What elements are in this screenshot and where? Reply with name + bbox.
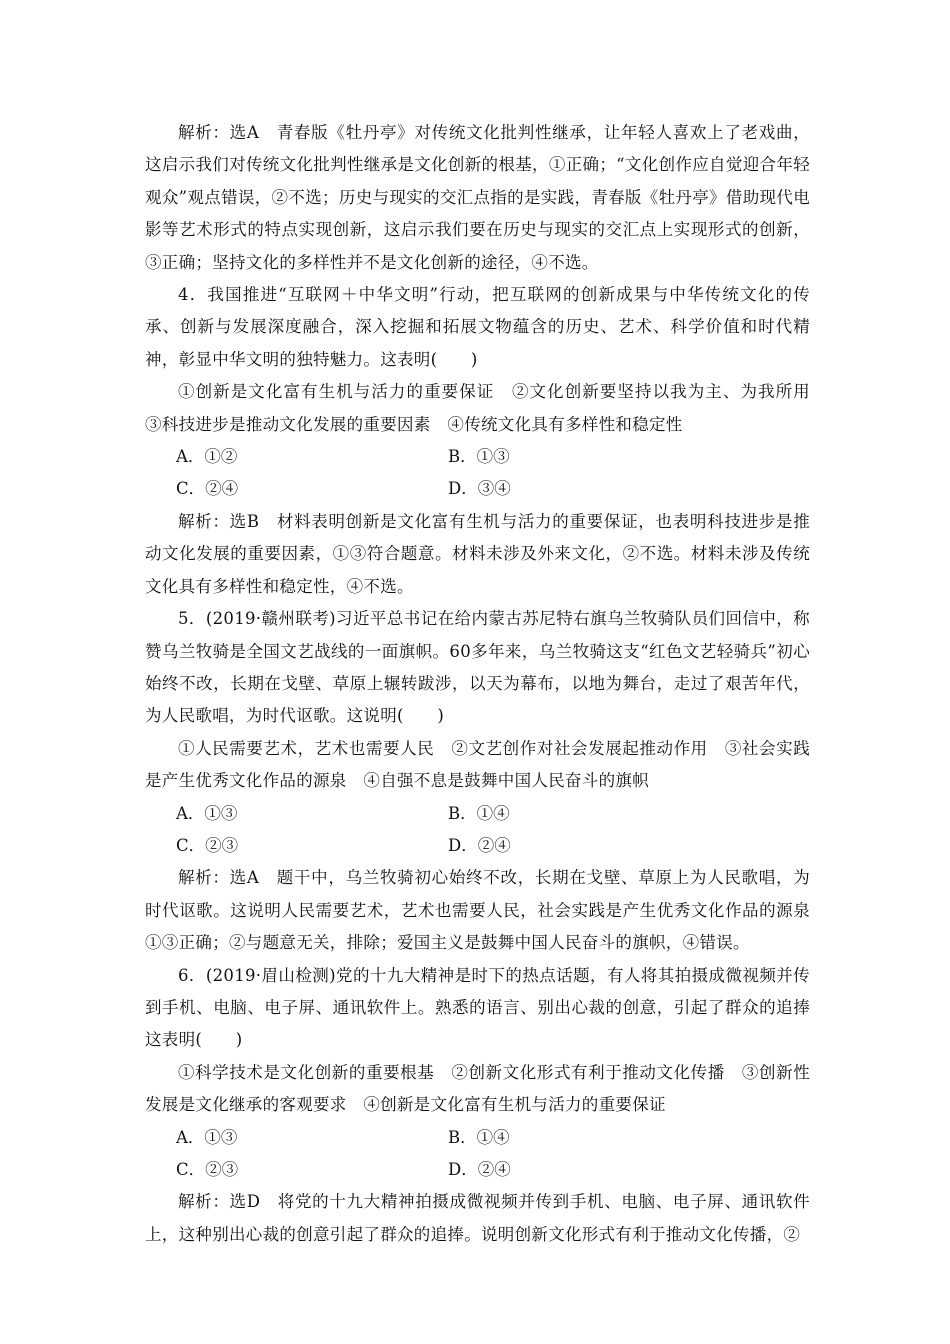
question-6-options xyxy=(145,1122,810,1187)
analysis-q5: 解析：选A 题干中，乌兰牧骑初心始终不改，长期在戈壁、草原上为人民歌唱，为时代讴歌。这说明人民需要艺术，艺术也需要人民，社会实践是产生优秀文化作品的源泉①③正确；②与题意无关，排除；爱国主义是鼓舞中国人民奋斗的旗帜，④错误。 xyxy=(145,868,810,953)
question-5-options xyxy=(145,798,810,863)
analysis-q3: 解析：选A 青春版《牡丹亭》对传统文化批判性继承，让年轻人喜欢上了老戏曲，这启示我们对传统文化批判性继承是文化创新的根基，①正确；“文化创作应自觉迎合年轻观众”观点错误，②不选；历史与现实的交汇点指的是实践，青春版《牡丹亭》借助现代电影等艺术形式的特点实现创新，这启示我们要在历史与现实的交汇点上实现形式的创新，③正确；坚持文化的多样性并不是文化创新的途径，④不选。 xyxy=(145,123,810,272)
question-6-stem: 6．(2019·眉山检测)党的十九大精神是时下的热点话题，有人将其拍摄成微视频并传到手机、电脑、电子屏、通讯软件上。熟悉的语言、别出心裁的创意，引起了群众的追捧这表明( ) xyxy=(145,965,810,1050)
option-c: C．②④ xyxy=(176,479,239,499)
option-c: C．②③ xyxy=(176,835,239,855)
question-4-statements: ①创新是文化富有生机与活力的重要保证 ②文化创新要坚持以我为主、为我所用 ③科技进步是推动文化发展的重要因素 ④传统文化具有多样性和稳定性 xyxy=(145,382,827,434)
option-d: D．②④ xyxy=(448,835,511,855)
question-5-stem: 5．(2019·赣州联考)习近平总书记在给内蒙古苏尼特右旗乌兰牧骑队员们回信中，称赞乌兰牧骑是全国文艺战线的一面旗帜。60多年来，乌兰牧骑这支“红色文艺轻骑兵”初心始终不改，长期在戈壁、草原上辗转跋涉，以天为幕布，以地为舞台，走过了艰苦年代，为人民歌唱，为时代讴歌。这说明( ) xyxy=(145,609,810,726)
question-6-statements: ①科学技术是文化创新的重要根基 ②创新文化形式有利于推动文化传播 ③创新性发展是文化继承的客观要求 ④创新是文化富有生机与活力的重要保证 xyxy=(145,1062,810,1115)
option-a: A．①③ xyxy=(176,803,238,823)
question-4-stem: 4．我国推进“互联网＋中华文明”行动，把互联网的创新成果与中华传统文化的传承、创新与发展深度融合，深入挖掘和拓展文物蕴含的历史、艺术、科学价值和时代精神，彰显中华文明的独特魅力。这表明( ) xyxy=(145,285,810,369)
analysis-q6: 解析：选D 将党的十九大精神拍摄成微视频并传到手机、电脑、电子屏、通讯软件上，这种别出心裁的创意引起了群众的追捧。说明创新文化形式有利于推动文化传播，② xyxy=(145,1192,810,1244)
option-a: A．①③ xyxy=(176,1127,238,1147)
option-a: A．①② xyxy=(176,447,238,467)
question-4-options xyxy=(145,441,810,506)
option-c: C．②③ xyxy=(176,1160,239,1179)
analysis-q4: 解析：选B 材料表明创新是文化富有生机与活力的重要保证，也表明科技进步是推动文化发展的重要因素，①③符合题意。材料未涉及外来文化，②不选。材料未涉及传统文化具有多样性和稳定性，④不选。 xyxy=(145,511,810,596)
option-b: B．①④ xyxy=(448,1127,510,1147)
option-d: D．②④ xyxy=(448,1160,511,1179)
option-d: D．③④ xyxy=(448,479,511,499)
option-b: B．①③ xyxy=(448,447,510,467)
question-5-statements: ①人民需要艺术，艺术也需要人民 ②文艺创作对社会发展起推动作用 ③社会实践是产生优秀文化作品的源泉 ④自强不息是鼓舞中国人民奋斗的旗帜 xyxy=(145,738,810,791)
option-b: B．①④ xyxy=(448,803,510,823)
